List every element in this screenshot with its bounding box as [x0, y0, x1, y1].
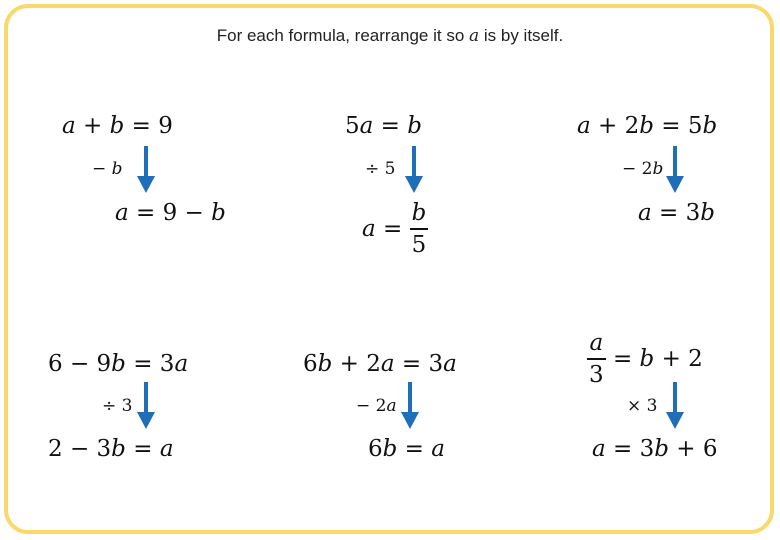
- problem-5-result: 6b = a: [368, 436, 445, 462]
- problem-1-start: a + b = 9: [62, 113, 173, 139]
- problem-3-down-arrow-icon: [665, 146, 685, 194]
- problem-6-start-denominator: 3: [589, 362, 604, 388]
- problem-6-start-rhs: = b + 2: [612, 346, 703, 372]
- problem-6-start-numerator: a: [587, 328, 606, 360]
- instruction-title: For each formula, rearrange it so a is by itself.: [216, 26, 564, 46]
- problem-6-down-arrow-icon: [665, 382, 685, 430]
- problem-2-result-fraction: [410, 198, 429, 260]
- problem-2-result-lhs: a =: [362, 216, 403, 242]
- problem-3-start: a + 2b = 5b: [577, 113, 718, 139]
- problem-2-result: [362, 198, 428, 260]
- problem-6-result: a = 3b + 6: [592, 436, 718, 462]
- problem-2-start: 5a = b: [345, 113, 422, 139]
- problem-2-step: ÷ 5: [365, 159, 396, 179]
- problem-2-result-denominator: 5: [411, 232, 427, 258]
- problem-1-result: a = 9 − b: [115, 200, 226, 226]
- problem-4-down-arrow-icon: [136, 382, 156, 430]
- problem-4-result: 2 − 3b = a: [48, 436, 174, 462]
- problem-1-step: − b: [92, 159, 123, 179]
- problem-3-step: − 2b: [622, 159, 664, 179]
- title-variable: a: [469, 26, 480, 46]
- problem-4-start: 6 − 9b = 3a: [48, 351, 189, 377]
- problem-6-start: [587, 328, 703, 390]
- problem-5-start: 6b + 2a = 3a: [303, 351, 457, 377]
- problem-4-step: ÷ 3: [102, 396, 133, 416]
- problem-5-down-arrow-icon: [400, 382, 420, 430]
- problem-2-down-arrow-icon: [404, 146, 424, 194]
- problem-6-start-fraction: [587, 328, 606, 390]
- problem-3-result: a = 3b: [638, 200, 715, 226]
- problem-2-result-numerator: b: [410, 198, 429, 230]
- problem-1-down-arrow-icon: [136, 146, 156, 194]
- problem-5-step: − 2a: [356, 396, 397, 416]
- problem-6-step: × 3: [627, 396, 658, 416]
